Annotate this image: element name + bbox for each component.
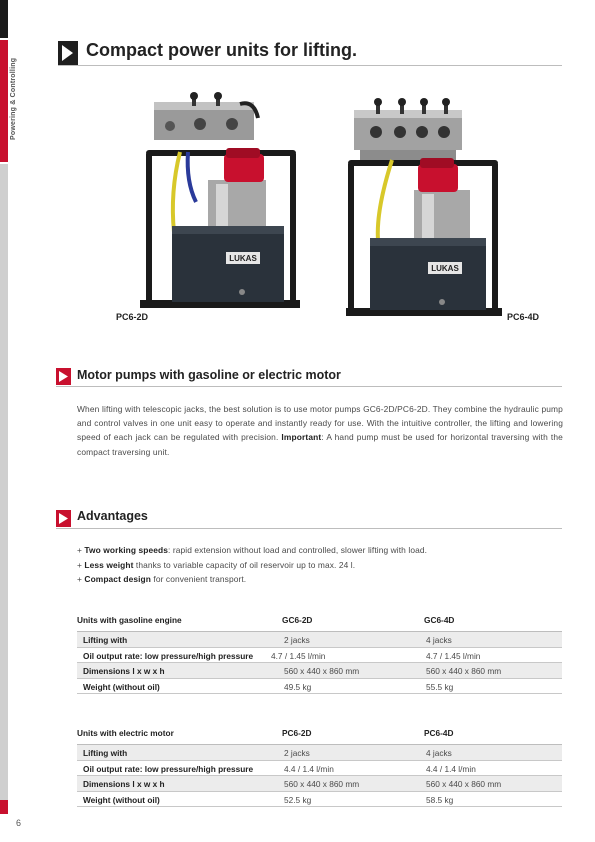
table-header-model: GC6-2D bbox=[282, 615, 313, 625]
list-bullet: + bbox=[77, 559, 85, 570]
section-arrow-icon bbox=[56, 510, 71, 527]
rail-gray-bar bbox=[0, 164, 8, 800]
table-cell: 2 jacks bbox=[284, 635, 310, 645]
page-number: 6 bbox=[16, 818, 22, 828]
rail-section-marker bbox=[0, 40, 8, 162]
pc6-4d-unit-image bbox=[346, 98, 502, 324]
section-rule bbox=[56, 386, 562, 387]
spec-table-electric bbox=[77, 726, 562, 807]
table-cell: 58.5 kg bbox=[426, 794, 454, 805]
table-cell-label: Lifting with bbox=[83, 635, 128, 645]
list-item bbox=[77, 558, 427, 573]
body-text-part-2: : A hand pump must be used for horizontal traversing with the compact traversing unit. bbox=[77, 432, 563, 457]
product-label-pc6-2d: PC6-2D bbox=[116, 312, 149, 322]
section-arrow-icon bbox=[56, 368, 71, 385]
section-heading-motor-pumps: Motor pumps with gasoline or electric motor bbox=[77, 368, 341, 382]
section-body-text bbox=[77, 402, 563, 459]
advantages-list bbox=[77, 543, 427, 587]
list-item-title: Less weight bbox=[84, 559, 134, 570]
table-header bbox=[77, 613, 562, 631]
table-header bbox=[77, 726, 562, 744]
table-row bbox=[77, 679, 562, 695]
spec-table-gasoline bbox=[77, 613, 562, 694]
list-item-title: Compact design bbox=[84, 574, 151, 584]
table-cell-label: Oil output rate: low pressure/high pressure bbox=[83, 650, 254, 661]
table-row bbox=[77, 663, 562, 679]
page-title: Compact power units for lifting. bbox=[86, 40, 357, 60]
list-item-text: for convenient transport. bbox=[150, 574, 247, 584]
table-cell-label: Weight (without oil) bbox=[83, 794, 160, 805]
table-cell: 560 x 440 x 860 mm bbox=[284, 779, 360, 789]
section-rule bbox=[56, 528, 562, 529]
pc6-2d-unit-image bbox=[140, 92, 300, 314]
rail-top-bar bbox=[0, 0, 8, 38]
table-cell-label: Lifting with bbox=[83, 748, 128, 758]
table-cell-label: Weight (without oil) bbox=[83, 681, 160, 692]
table-cell: 4.4 / 1.4 l/min bbox=[426, 763, 476, 774]
table-cell: 52.5 kg bbox=[284, 794, 312, 805]
list-item-title: Two working speeds bbox=[84, 545, 168, 555]
title-rule bbox=[58, 65, 562, 66]
list-item bbox=[77, 543, 427, 558]
table-cell: 4.7 / 1.45 l/min bbox=[426, 650, 481, 661]
table-row bbox=[77, 745, 562, 761]
table-header-label: Units with electric motor bbox=[77, 728, 174, 738]
table-header-model: GC6-4D bbox=[424, 615, 455, 625]
table-cell: 560 x 440 x 860 mm bbox=[284, 666, 360, 676]
list-item bbox=[77, 572, 427, 587]
pc6-4d-brand-plate: LUKAS bbox=[431, 264, 459, 273]
title-arrow-icon bbox=[58, 41, 78, 65]
table-row bbox=[77, 648, 562, 664]
table-cell-label: Oil output rate: low pressure/high pressure bbox=[83, 763, 254, 774]
table-row bbox=[77, 632, 562, 648]
table-cell-label: Dimensions l x w x h bbox=[83, 666, 165, 676]
list-item-text: thanks to variable capacity of oil reservoir up to max. 24 l. bbox=[133, 559, 356, 570]
table-cell-label: Dimensions l x w x h bbox=[83, 779, 165, 789]
product-label-pc6-4d: PC6-4D bbox=[507, 312, 540, 322]
list-item-text: : rapid extension without load and controlled, slower lifting with load. bbox=[167, 545, 428, 555]
table-cell: 4.4 / 1.4 l/min bbox=[284, 763, 334, 774]
table-cell: 560 x 440 x 860 mm bbox=[426, 779, 502, 789]
table-header-model: PC6-2D bbox=[282, 728, 312, 738]
list-bullet: + bbox=[77, 574, 85, 584]
table-cell: 49.5 kg bbox=[284, 681, 312, 692]
table-header-label: Units with gasoline engine bbox=[77, 615, 182, 625]
table-cell: 4 jacks bbox=[426, 748, 452, 758]
body-text-part-1: When lifting with telescopic jacks, the best solution is to use motor pumps GC6-2D/PC6-2D. They combine the hydraulic pump and control valves in one unit easy to operate and instantly ready for use. With the intuitive controller, the lifting and lowering speed of each jack can be regulated with precision. bbox=[77, 404, 563, 443]
table-cell: 4 jacks bbox=[426, 635, 452, 645]
table-header-model: PC6-4D bbox=[424, 728, 454, 738]
table-cell: 55.5 kg bbox=[426, 681, 454, 692]
section-heading-advantages: Advantages bbox=[77, 509, 148, 523]
table-cell: 4.7 / 1.45 l/min bbox=[271, 650, 326, 661]
table-row bbox=[77, 792, 562, 808]
table-row bbox=[77, 776, 562, 792]
table-row bbox=[77, 761, 562, 777]
rail-arrow-marker bbox=[0, 800, 8, 814]
list-bullet: + bbox=[77, 545, 85, 555]
table-cell: 2 jacks bbox=[284, 748, 310, 758]
table-cell: 560 x 440 x 860 mm bbox=[426, 666, 502, 676]
pc6-2d-brand-plate: LUKAS bbox=[229, 254, 257, 263]
body-text-important: Important bbox=[281, 432, 322, 443]
sidebar-section-label: Powering & Controlling bbox=[10, 57, 17, 140]
